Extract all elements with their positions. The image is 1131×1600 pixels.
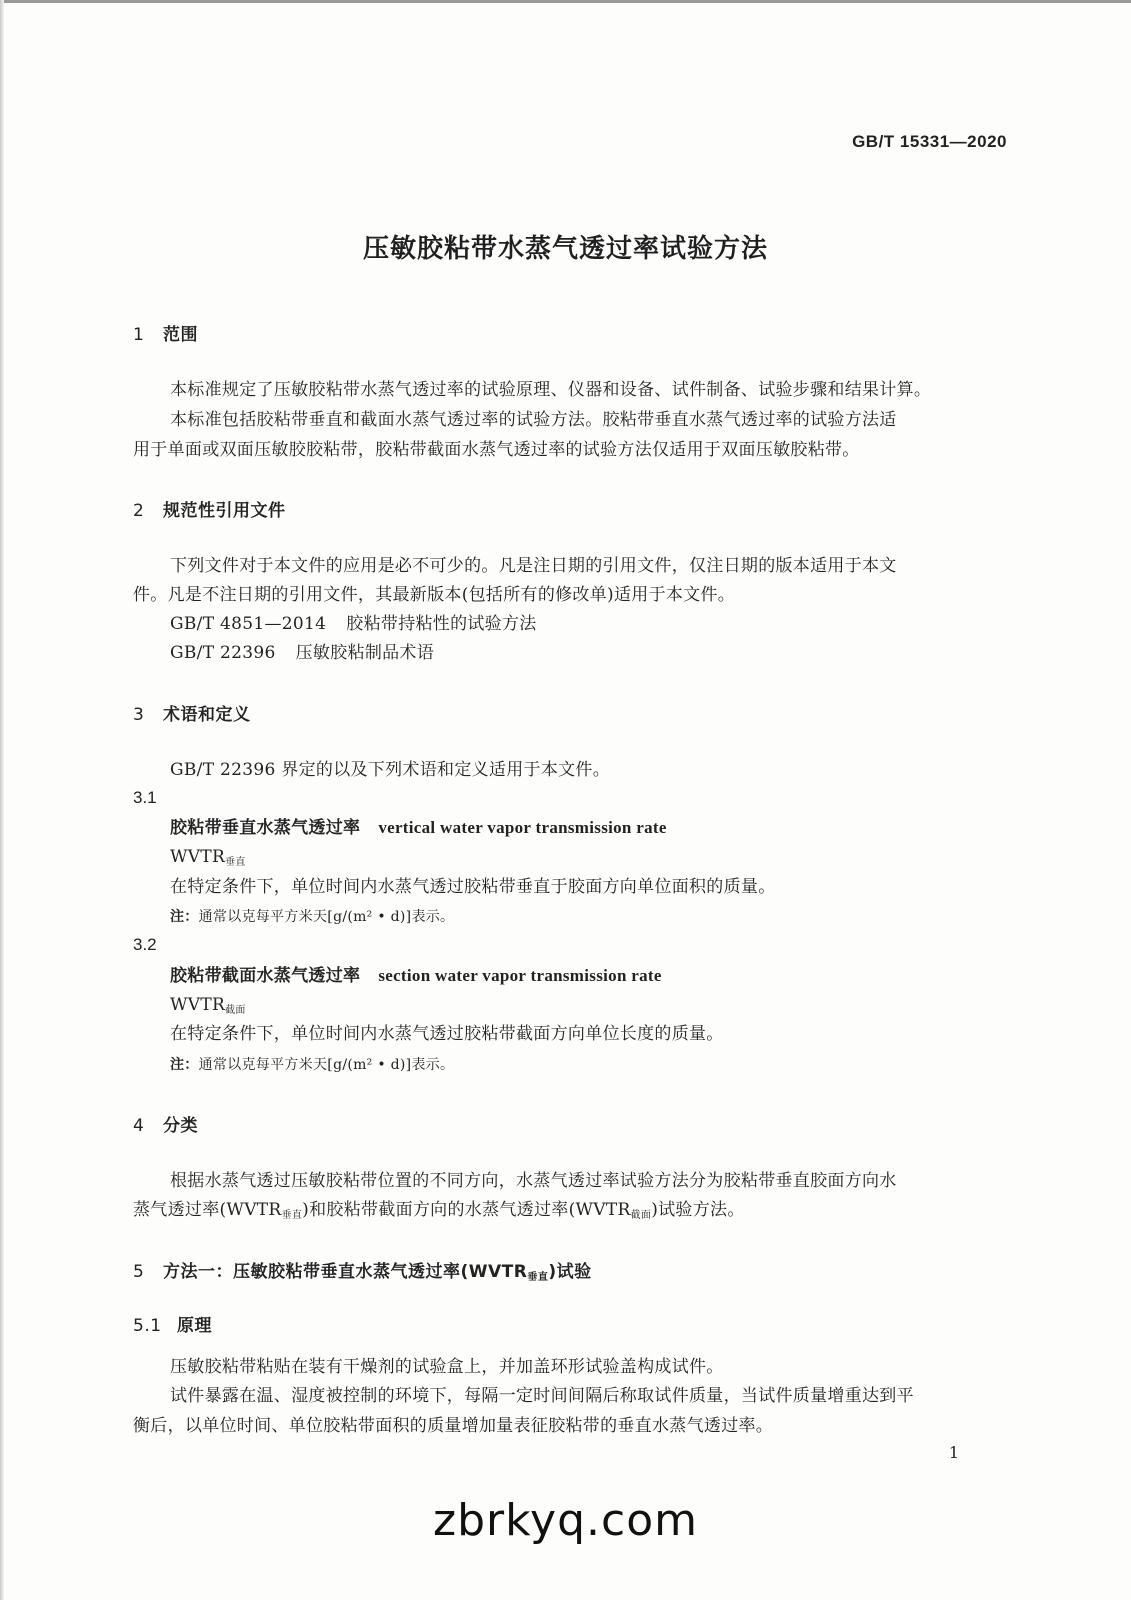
section-5-number: 5 (133, 1262, 145, 1282)
watermark-text: zbrkyq.com (433, 1495, 698, 1546)
page-number: 1 (948, 1443, 959, 1462)
term-name (170, 961, 1009, 991)
reference-name: 压敏胶粘制品术语 (295, 643, 435, 663)
section-1-title: 范围 (163, 325, 198, 345)
term-definition: 在特定条件下，单位时间内水蒸气透过胶粘带截面方向单位长度的质量。 (170, 1024, 724, 1044)
term-note (170, 1050, 1009, 1080)
section-5-1-paragraph-1: 压敏胶粘带粘贴在装有干燥剂的试验盒上，并加盖环形试验盖构成试件。 (170, 1357, 724, 1377)
section-5-title-a: 方法一：压敏胶粘带垂直水蒸气透过率(WVTR (163, 1262, 528, 1282)
section-5-1-paragraph-2-line-2: 衡后，以单位时间、单位胶粘带面积的质量增加量表征胶粘带的垂直水蒸气透过率。 (133, 1416, 774, 1436)
section-5-1-title: 原理 (177, 1316, 212, 1336)
reference-code: GB/T 22396 (170, 643, 276, 663)
section-2-paragraph-line-2: 件。凡是不注日期的引用文件，其最新版本(包括所有的修改单)适用于本文件。 (133, 585, 736, 605)
section-3-intro: GB/T 22396 界定的以及下列术语和定义适用于本文件。 (170, 760, 611, 780)
term-number: 3.1 (133, 788, 157, 807)
term-name-cn: 胶粘带截面水蒸气透过率 (170, 966, 361, 986)
section-5-title-sub: 垂直 (527, 1272, 549, 1283)
term-note (170, 902, 1009, 932)
subscript: 垂直 (281, 1210, 303, 1221)
document-title: 压敏胶粘带水蒸气透过率试验方法 (362, 234, 768, 264)
section-2-number: 2 (133, 501, 145, 521)
term-name-en: section water vapor transmission rate (378, 966, 662, 985)
section-5-1-heading (133, 1311, 212, 1336)
note-label: 注： (170, 909, 199, 925)
section-2-title: 规范性引用文件 (163, 501, 286, 521)
section-3-number: 3 (133, 705, 145, 725)
term-symbol (170, 990, 1009, 1020)
term-name-cn: 胶粘带垂直水蒸气透过率 (170, 818, 361, 838)
note-text: 通常以克每平方米天[g/(m² • d)]表示。 (198, 1057, 455, 1073)
term-symbol-sub: 截面 (225, 1005, 246, 1016)
section-5-1-number: 5.1 (133, 1316, 162, 1336)
text-run: 蒸气透过率(WVTR (133, 1200, 282, 1220)
section-2-heading (133, 496, 286, 521)
section-4-number: 4 (133, 1116, 145, 1136)
term-symbol-sub: 垂直 (225, 857, 246, 868)
term-name (170, 813, 1009, 843)
section-3-title: 术语和定义 (163, 705, 251, 725)
section-5-1-paragraph-2-line-1: 试件暴露在温、湿度被控制的环境下，每隔一定时间间隔后称取试件质量，当试件质量增重达到平 (170, 1386, 914, 1406)
section-1-heading (133, 320, 198, 345)
section-4-title: 分类 (163, 1116, 198, 1136)
reference-item (170, 638, 1009, 668)
section-1-paragraph-2-line-2: 用于单面或双面压敏胶胶粘带，胶粘带截面水蒸气透过率的试验方法仅适用于双面压敏胶粘带。 (133, 440, 860, 460)
note-text: 通常以克每平方米天[g/(m² • d)]表示。 (198, 909, 455, 925)
term-number: 3.2 (133, 935, 157, 954)
section-4-paragraph-line-2 (133, 1195, 1009, 1225)
term-name-en: vertical water vapor transmission rate (378, 818, 667, 837)
reference-item (170, 609, 1009, 639)
section-2-paragraph-line-1: 下列文件对于本文件的应用是必不可少的。凡是注日期的引用文件，仅注日期的版本适用于本文 (170, 556, 897, 576)
section-1-number: 1 (133, 325, 145, 345)
section-3-heading (133, 700, 251, 725)
section-5-title-b: )试验 (548, 1262, 592, 1282)
subscript: 截面 (630, 1210, 652, 1221)
note-label: 注： (170, 1057, 199, 1073)
section-1-paragraph-2-line-1: 本标准包括胶粘带垂直和截面水蒸气透过率的试验方法。胶粘带垂直水蒸气透过率的试验方法适 (170, 410, 897, 430)
term-symbol-main: WVTR (170, 995, 226, 1015)
term-symbol (170, 842, 1009, 872)
text-run: )和胶粘带截面方向的水蒸气透过率(WVTR (302, 1200, 631, 1220)
standard-number: GB/T 15331—2020 (852, 132, 1007, 151)
text-run: )试验方法。 (651, 1200, 745, 1220)
reference-code: GB/T 4851—2014 (170, 614, 327, 634)
section-4-paragraph-line-1: 根据水蒸气透过压敏胶粘带位置的不同方向，水蒸气透过率试验方法分为胶粘带垂直胶面方向水 (170, 1171, 897, 1191)
section-4-heading (133, 1111, 198, 1136)
section-5-heading (133, 1257, 592, 1282)
reference-name: 胶粘带持粘性的试验方法 (346, 614, 537, 634)
section-1-paragraph-1: 本标准规定了压敏胶粘带水蒸气透过率的试验原理、仪器和设备、试件制备、试验步骤和结果计算。 (170, 380, 932, 400)
page-top-edge (0, 0, 1131, 3)
term-symbol-main: WVTR (170, 847, 226, 867)
term-definition: 在特定条件下，单位时间内水蒸气透过胶粘带垂直于胶面方向单位面积的质量。 (170, 877, 776, 897)
